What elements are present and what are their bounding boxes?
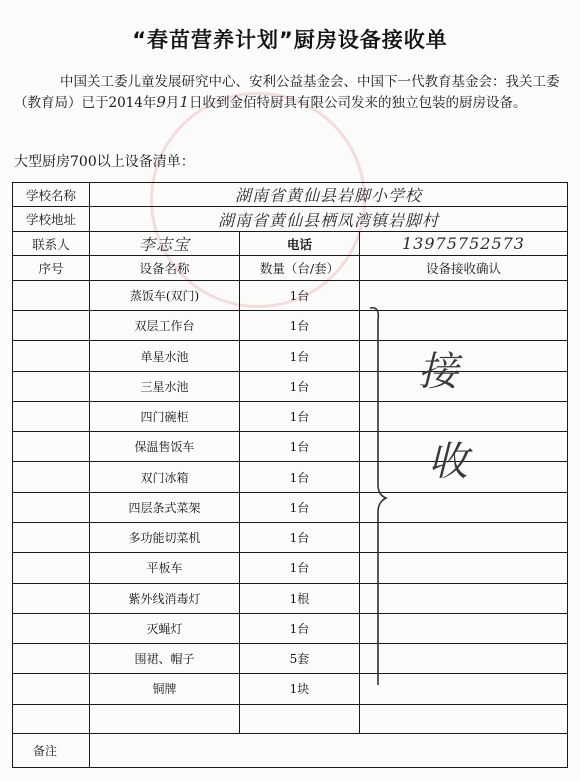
remark-row xyxy=(13,734,568,768)
row-quantity: 1台 xyxy=(240,371,360,401)
equipment-list-title: 大型厨房700以上设备清单： xyxy=(14,154,195,170)
header-quantity: 数量（台/套） xyxy=(240,256,360,280)
row-quantity: 1台 xyxy=(240,553,360,583)
row-quantity: 1根 xyxy=(240,583,360,613)
table-row xyxy=(13,553,568,583)
table-row xyxy=(13,341,568,371)
row-quantity: 1台 xyxy=(240,462,360,492)
row-serial xyxy=(13,432,90,462)
row-receipt-confirmation xyxy=(360,583,568,613)
row-equipment-name: 四门碗柜 xyxy=(90,401,240,431)
blank-cell xyxy=(240,704,360,734)
received-day: 1 xyxy=(179,93,189,111)
row-serial xyxy=(13,644,90,674)
school-address-cell xyxy=(90,207,568,231)
row-equipment-name: 保温售饭车 xyxy=(90,432,240,462)
intro-text-part2: 日收到金佰特厨具有限公司发来的独立包装的厨房设备。 xyxy=(188,95,527,111)
row-serial xyxy=(13,613,90,643)
row-receipt-confirmation xyxy=(360,492,568,522)
table-row xyxy=(13,371,568,401)
row-serial xyxy=(13,674,90,704)
row-equipment-name: 铜牌 xyxy=(90,674,240,704)
row-serial xyxy=(13,553,90,583)
row-receipt-confirmation xyxy=(360,674,568,704)
contact-cell xyxy=(90,231,240,255)
phone-value: 13975752573 xyxy=(402,234,525,254)
table-row-blank xyxy=(13,704,568,734)
receipt-form-table xyxy=(12,182,568,768)
row-serial xyxy=(13,583,90,613)
table-row xyxy=(13,462,568,492)
table-row xyxy=(13,613,568,643)
document-title: “春苗营养计划”厨房设备接收单 xyxy=(132,28,448,52)
intro-month-label: 月 xyxy=(165,95,180,111)
header-serial: 序号 xyxy=(13,256,90,280)
contact-value: 李志宝 xyxy=(138,235,190,255)
table-row xyxy=(13,401,568,431)
ack-char-receive-1: 接 xyxy=(418,349,458,395)
row-receipt-confirmation xyxy=(360,553,568,583)
row-quantity: 1台 xyxy=(240,492,360,522)
table-row xyxy=(13,644,568,674)
intro-paragraph xyxy=(14,72,566,113)
row-serial xyxy=(13,371,90,401)
remark-value xyxy=(90,734,568,768)
row-equipment-name: 三星水池 xyxy=(90,371,240,401)
table-row xyxy=(13,492,568,522)
row-equipment-name: 四层条式菜架 xyxy=(90,492,240,522)
row-equipment-name: 平板车 xyxy=(90,553,240,583)
row-quantity: 1台 xyxy=(240,280,360,310)
table-row xyxy=(13,674,568,704)
contact-row xyxy=(13,231,568,255)
table-row xyxy=(13,432,568,462)
row-serial xyxy=(13,523,90,553)
table-row xyxy=(13,583,568,613)
school-name-label: 学校名称 xyxy=(13,183,90,207)
row-receipt-confirmation xyxy=(360,311,568,341)
blank-cell xyxy=(90,704,240,734)
row-receipt-confirmation xyxy=(360,523,568,553)
school-name-row xyxy=(13,183,568,207)
row-equipment-name: 紫外线消毒灯 xyxy=(90,583,240,613)
row-receipt-confirmation xyxy=(360,371,568,401)
received-month: 9 xyxy=(156,93,166,111)
row-receipt-confirmation xyxy=(360,341,568,371)
row-receipt-confirmation xyxy=(360,644,568,674)
blank-cell xyxy=(13,704,90,734)
school-name-cell xyxy=(90,183,568,207)
ack-char-receive-2: 收 xyxy=(428,439,468,485)
row-equipment-name: 双层工作台 xyxy=(90,311,240,341)
row-serial xyxy=(13,280,90,310)
row-receipt-confirmation xyxy=(360,613,568,643)
row-equipment-name: 双门冰箱 xyxy=(90,462,240,492)
header-receipt-confirmation: 设备接收确认 xyxy=(360,256,568,280)
row-serial xyxy=(13,341,90,371)
row-quantity: 5套 xyxy=(240,644,360,674)
row-quantity: 1台 xyxy=(240,401,360,431)
row-receipt-confirmation xyxy=(360,401,568,431)
table-header-row xyxy=(13,256,568,280)
contact-label: 联系人 xyxy=(13,231,90,255)
blank-cell xyxy=(360,704,568,734)
row-equipment-name: 灭蝇灯 xyxy=(90,613,240,643)
row-equipment-name: 蒸饭车(双门) xyxy=(90,280,240,310)
intro-text-part1: 中国关工委儿童发展研究中心、安利公益基金会、中国下一代教育基金会：我关工委（教育局）已于2014年 xyxy=(14,74,560,111)
row-quantity: 1块 xyxy=(240,674,360,704)
school-address-value: 湖南省黄仙县栖凤湾镇岩脚村 xyxy=(217,210,439,230)
school-address-row xyxy=(13,207,568,231)
remark-label: 备注 xyxy=(13,734,90,768)
row-equipment-name: 多功能切菜机 xyxy=(90,523,240,553)
row-equipment-name: 单星水池 xyxy=(90,341,240,371)
row-serial xyxy=(13,492,90,522)
row-quantity: 1台 xyxy=(240,432,360,462)
table-row xyxy=(13,311,568,341)
school-address-label: 学校地址 xyxy=(13,207,90,231)
row-quantity: 1台 xyxy=(240,613,360,643)
row-serial xyxy=(13,401,90,431)
row-receipt-confirmation xyxy=(360,280,568,310)
header-equipment-name: 设备名称 xyxy=(90,256,240,280)
row-equipment-name: 围裙、帽子 xyxy=(90,644,240,674)
table-row xyxy=(13,523,568,553)
row-serial xyxy=(13,311,90,341)
school-name-value: 湖南省黄仙县岩脚小学校 xyxy=(234,186,422,206)
row-quantity: 1台 xyxy=(240,341,360,371)
table-row xyxy=(13,280,568,310)
phone-cell xyxy=(360,231,568,255)
row-quantity: 1台 xyxy=(240,311,360,341)
row-serial xyxy=(13,462,90,492)
row-quantity: 1台 xyxy=(240,523,360,553)
phone-label: 电话 xyxy=(240,231,360,255)
